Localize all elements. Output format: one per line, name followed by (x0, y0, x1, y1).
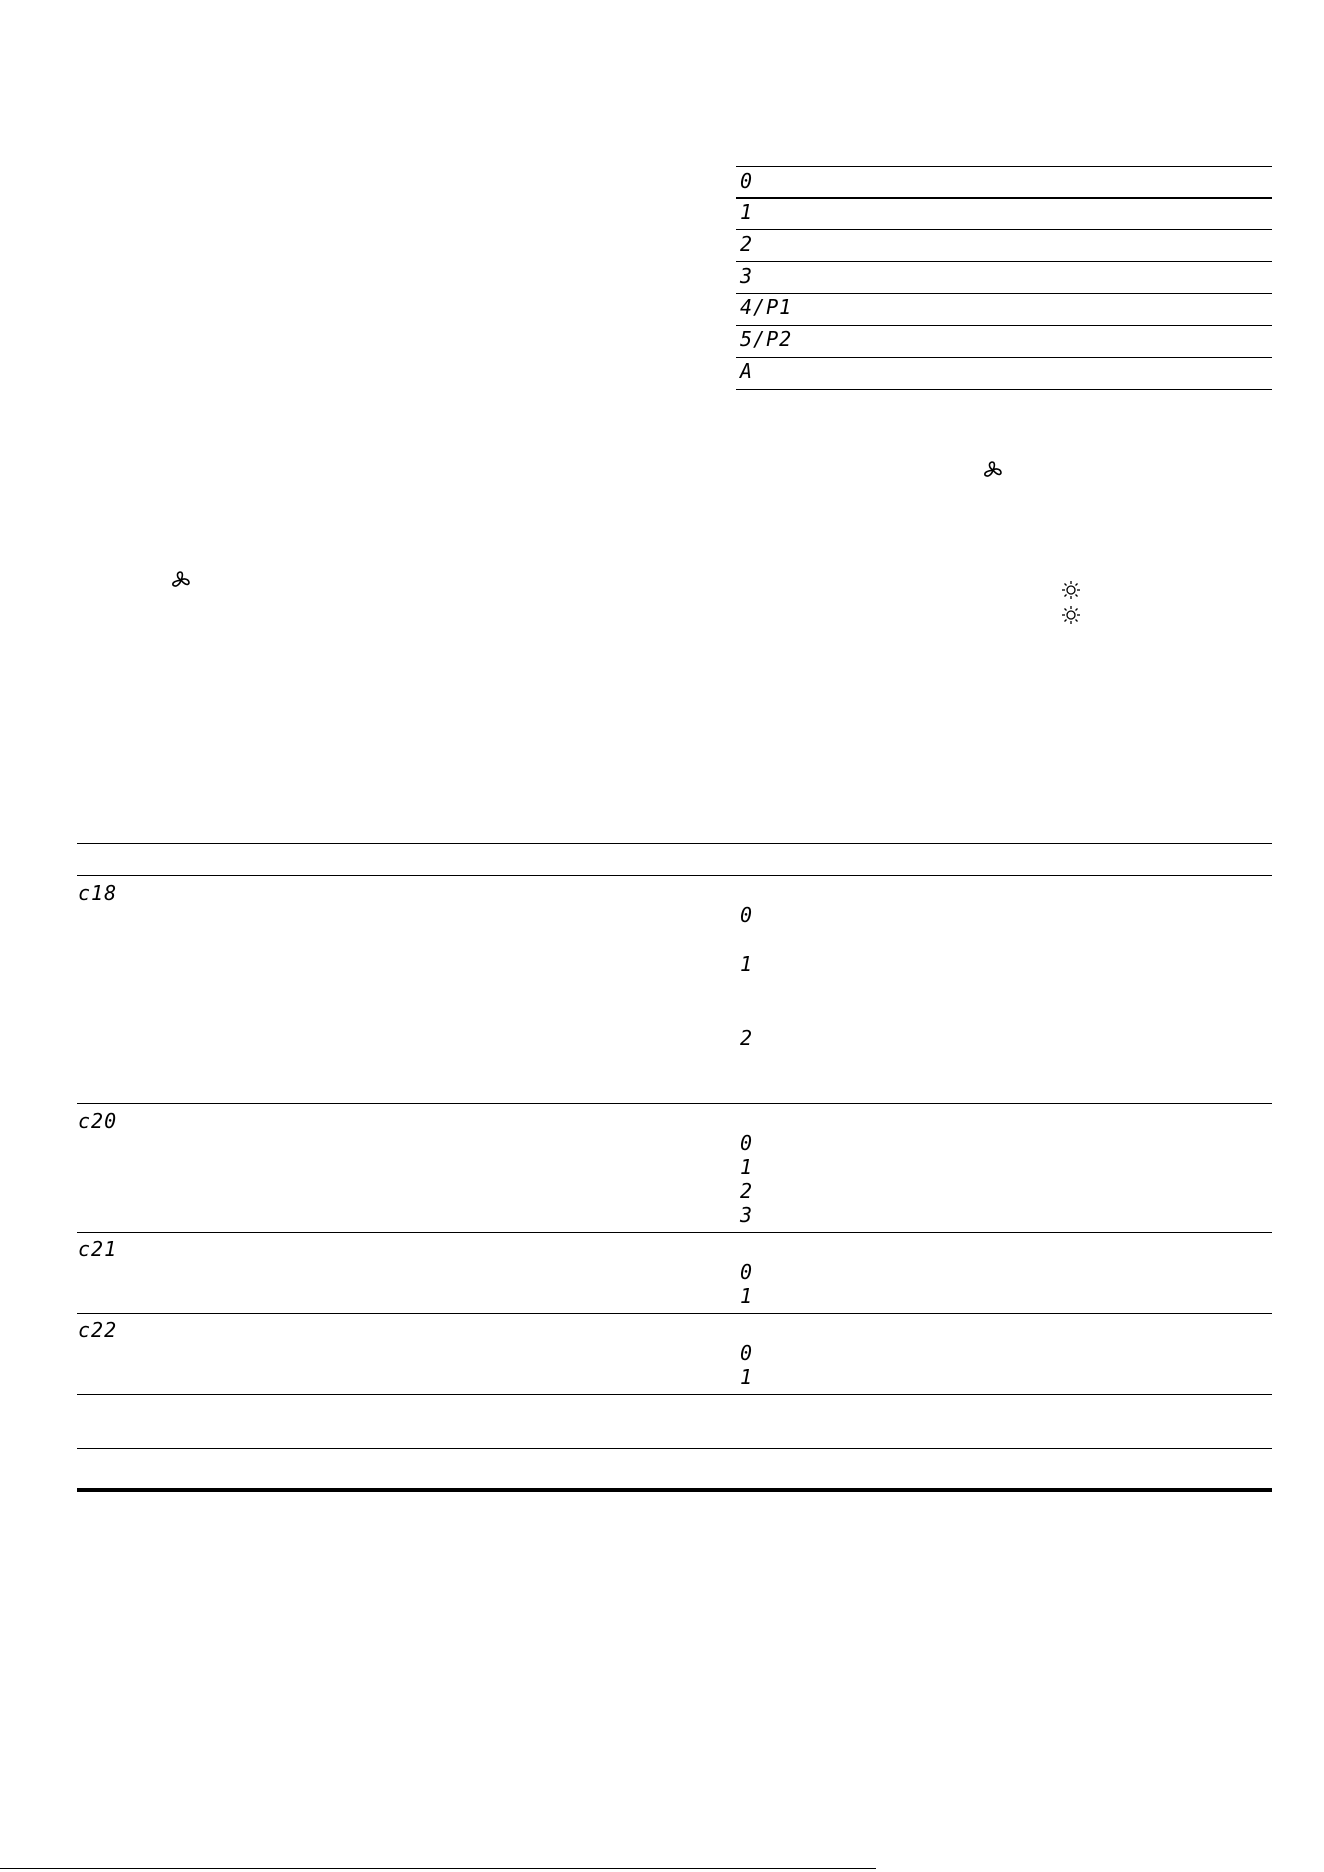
fan-icon (983, 460, 1003, 480)
setting-code: c21 (78, 1237, 118, 1261)
table-rule (77, 1232, 1272, 1233)
table-bottom-rule (77, 1488, 1272, 1492)
setting-option: 1 (740, 1284, 754, 1308)
setting-option: 0 (740, 903, 754, 927)
setting-option: 3 (740, 1203, 754, 1227)
setting-option: 1 (740, 1365, 754, 1389)
light-icon (1061, 605, 1081, 625)
setting-option: 0 (740, 1131, 754, 1155)
table-rule (736, 261, 1272, 262)
table-rule (77, 875, 1272, 876)
table-rule (736, 389, 1272, 390)
level-value: 2 (740, 232, 754, 256)
table-rule (736, 325, 1272, 326)
table-rule (736, 229, 1272, 230)
table-rule (77, 1394, 1272, 1395)
table-rule (77, 1313, 1272, 1314)
table-rule (77, 1448, 1272, 1449)
level-value: 5/P2 (740, 327, 793, 351)
setting-option: 0 (740, 1260, 754, 1284)
table-rule (736, 166, 1272, 167)
setting-option: 0 (740, 1341, 754, 1365)
footer-rule (0, 1868, 876, 1869)
level-value: 0 (740, 169, 754, 193)
level-value: A (740, 359, 754, 383)
setting-option: 2 (740, 1179, 754, 1203)
light-icon (1061, 580, 1081, 600)
setting-option: 1 (740, 952, 754, 976)
table-rule (77, 843, 1272, 844)
setting-code: c20 (78, 1109, 118, 1133)
table-rule (736, 293, 1272, 294)
table-rule (736, 197, 1272, 199)
fan-icon (171, 570, 191, 590)
setting-code: c22 (78, 1318, 118, 1342)
table-rule (736, 357, 1272, 358)
level-value: 1 (740, 200, 754, 224)
setting-option: 1 (740, 1155, 754, 1179)
setting-code: c18 (78, 881, 118, 905)
setting-option: 2 (740, 1026, 754, 1050)
level-value: 4/P1 (740, 295, 793, 319)
level-value: 3 (740, 264, 754, 288)
table-rule (77, 1103, 1272, 1104)
